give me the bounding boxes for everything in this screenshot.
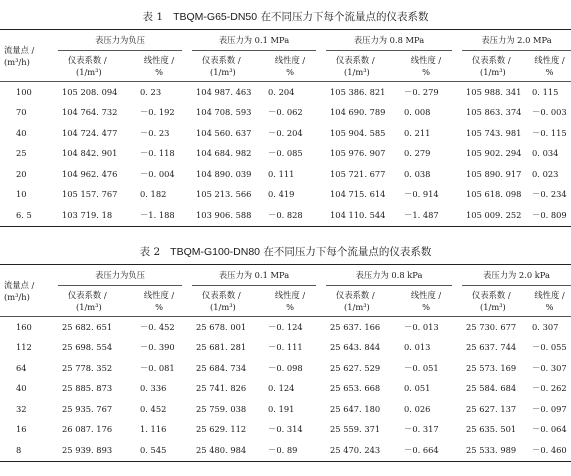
- table2-caption-model: TBQM-G100-DN80: [170, 246, 261, 258]
- spacer: [452, 399, 462, 420]
- coef-cell: 25 759. 038: [196, 403, 247, 414]
- linearity-cell: －0. 234: [532, 189, 567, 200]
- coef-cell: 104 560. 637: [196, 127, 252, 138]
- coef-cell: 104 962. 476: [62, 168, 118, 179]
- linearity-cell: －0. 204: [268, 127, 303, 138]
- table1-caption: [0, 10, 571, 24]
- table-row: [0, 103, 571, 124]
- spacer: [182, 205, 192, 226]
- linearity-cell: 0. 182: [140, 189, 167, 200]
- coef-cell: 105 743. 981: [466, 127, 522, 138]
- table2-lin-header: 线性度 / %: [400, 286, 452, 317]
- table1-coef-header: 仪表系数 / (1/m³): [326, 51, 400, 82]
- spacer: [316, 317, 326, 338]
- coef-cell: 104 715. 614: [330, 189, 386, 200]
- coef-cell: 25 533. 989: [462, 440, 528, 461]
- coef-cell: 104 690. 789: [330, 107, 386, 118]
- coef-cell: 104 987. 463: [196, 86, 252, 97]
- spacer: [316, 379, 326, 400]
- table-row: [0, 358, 571, 379]
- coef-cell: 25 627. 137: [466, 403, 517, 414]
- spacer: [316, 144, 326, 165]
- table-row: [0, 317, 571, 338]
- coef-cell: 25 678. 001: [196, 321, 247, 332]
- table-row: [0, 379, 571, 400]
- coef-cell: 25 559. 371: [330, 424, 381, 435]
- coef-cell: 25 643. 844: [330, 342, 381, 353]
- flow-cell: 70: [16, 107, 27, 118]
- linearity-cell: 0. 023: [532, 168, 559, 179]
- table2-group-header: 表压力为 0.8 kPa: [326, 265, 452, 286]
- table2-group-header: 表压力为 2.0 kPa: [462, 265, 571, 286]
- table-row: [0, 440, 571, 461]
- table1-caption-rest: 在不同压力下每个流量点的仪表系数: [260, 11, 429, 23]
- table2-lin-header: 线性度 / %: [136, 286, 182, 317]
- spacer: [452, 440, 462, 461]
- coef-cell: 104 708. 593: [196, 107, 252, 118]
- flow-cell: 112: [16, 342, 32, 353]
- flow-cell: 40: [16, 127, 27, 138]
- coef-cell: 105 618. 098: [466, 189, 522, 200]
- coef-cell: 105 890. 917: [466, 168, 522, 179]
- coef-cell: 105 863. 374: [466, 107, 522, 118]
- coef-cell: 25 629. 112: [196, 424, 247, 435]
- spacer: [452, 379, 462, 400]
- spacer: [452, 103, 462, 124]
- table-row: [0, 164, 571, 185]
- linearity-cell: －0. 828: [264, 205, 316, 226]
- linearity-cell: －0. 192: [140, 107, 175, 118]
- flow-cell: 32: [16, 403, 27, 414]
- spacer: [452, 420, 462, 441]
- flow-cell: 8: [0, 440, 58, 461]
- table-row: [0, 185, 571, 206]
- coef-cell: 25 573. 169: [466, 362, 517, 373]
- spacer: [182, 185, 192, 206]
- spacer: [452, 82, 462, 103]
- table1-coef-header: 仪表系数 / (1/m³): [462, 51, 528, 82]
- spacer: [452, 338, 462, 359]
- table1-group-header: 表压力为负压: [58, 30, 182, 51]
- linearity-cell: －0. 004: [140, 168, 175, 179]
- linearity-cell: 0. 051: [404, 383, 431, 394]
- coef-cell: 25 885. 873: [62, 383, 113, 394]
- linearity-cell: 0. 211: [404, 127, 431, 138]
- table2-caption-num: 表 2: [139, 246, 161, 258]
- table2-coef-header: 仪表系数 / (1/m³): [462, 286, 528, 317]
- coef-cell: 104 764. 732: [62, 107, 118, 118]
- spacer: [316, 123, 326, 144]
- table1-lin-header: 线性度 / %: [136, 51, 182, 82]
- spacer: [316, 440, 326, 461]
- table1-lin-header: 线性度 / %: [528, 51, 571, 82]
- coef-cell: 25 584. 684: [466, 383, 517, 394]
- spacer: [452, 185, 462, 206]
- table2-lin-header: 线性度 / %: [264, 286, 316, 317]
- coef-cell: 104 890. 039: [196, 168, 252, 179]
- linearity-cell: 1. 116: [140, 424, 167, 435]
- linearity-cell: 0. 008: [404, 107, 431, 118]
- table1-lin-header: 线性度 / %: [264, 51, 316, 82]
- linearity-cell: －0. 097: [532, 403, 567, 414]
- coef-cell: 25 741. 826: [196, 383, 247, 394]
- linearity-cell: 0. 279: [404, 148, 431, 159]
- linearity-cell: －0. 89: [264, 440, 316, 461]
- spacer: [316, 103, 326, 124]
- coef-cell: 25 480. 984: [192, 440, 264, 461]
- spacer: [316, 338, 326, 359]
- linearity-cell: －0. 055: [532, 342, 567, 353]
- linearity-cell: －0. 809: [528, 205, 571, 226]
- spacer: [452, 317, 462, 338]
- linearity-cell: 0. 115: [532, 86, 559, 97]
- coef-cell: 25 730. 677: [466, 321, 517, 332]
- coef-cell: 25 627. 529: [330, 362, 381, 373]
- linearity-cell: 0. 419: [268, 189, 295, 200]
- flow-cell: 25: [16, 148, 27, 159]
- table1-body: [0, 82, 571, 227]
- table1-coef-header: 仪表系数 / (1/m³): [192, 51, 264, 82]
- linearity-cell: 0. 034: [532, 148, 559, 159]
- table2-coef-header: 仪表系数 / (1/m³): [326, 286, 400, 317]
- spacer: [182, 379, 192, 400]
- linearity-cell: －0. 460: [528, 440, 571, 461]
- table1: [0, 29, 571, 227]
- flow-cell: 100: [16, 86, 32, 97]
- spacer: [182, 358, 192, 379]
- table1-coef-header: 仪表系数 / (1/m³): [58, 51, 136, 82]
- coef-cell: 25 682. 651: [62, 321, 113, 332]
- coef-cell: 25 637. 744: [466, 342, 517, 353]
- linearity-cell: －0. 085: [268, 148, 303, 159]
- coef-cell: 105 988. 341: [466, 86, 522, 97]
- coef-cell: 103 719. 18: [58, 205, 136, 226]
- linearity-cell: 0. 23: [140, 86, 162, 97]
- table-row: [0, 144, 571, 165]
- coef-cell: 25 681. 281: [196, 342, 247, 353]
- linearity-cell: 0. 124: [268, 383, 295, 394]
- linearity-cell: －0. 081: [140, 362, 175, 373]
- linearity-cell: 0. 013: [404, 342, 431, 353]
- linearity-cell: 0. 336: [140, 383, 167, 394]
- coef-cell: 105 208. 094: [62, 86, 118, 97]
- linearity-cell: －0. 390: [140, 342, 175, 353]
- table-row: [0, 399, 571, 420]
- table-row: [0, 420, 571, 441]
- coef-cell: 105 386. 821: [330, 86, 386, 97]
- table2-caption: [0, 245, 571, 259]
- table2-coef-header: 仪表系数 / (1/m³): [58, 286, 136, 317]
- table2-group-header: 表压力为负压: [58, 265, 182, 286]
- spacer: [452, 123, 462, 144]
- spacer: [182, 103, 192, 124]
- coef-cell: 103 906. 588: [192, 205, 264, 226]
- table2-body: [0, 317, 571, 462]
- linearity-cell: －0. 317: [404, 424, 439, 435]
- spacer: [316, 399, 326, 420]
- linearity-cell: －0. 307: [532, 362, 567, 373]
- coef-cell: 105 904. 585: [330, 127, 386, 138]
- spacer: [316, 358, 326, 379]
- spacer: [452, 144, 462, 165]
- coef-cell: 25 684. 734: [196, 362, 247, 373]
- table2-coef-header: 仪表系数 / (1/m³): [192, 286, 264, 317]
- spacer: [182, 82, 192, 103]
- linearity-cell: －0. 914: [404, 189, 439, 200]
- linearity-cell: －0. 314: [268, 424, 303, 435]
- linearity-cell: 0. 111: [268, 168, 295, 179]
- coef-cell: 25 653. 668: [330, 383, 381, 394]
- flow-cell: 20: [16, 168, 27, 179]
- table2: [0, 264, 571, 462]
- spacer: [182, 338, 192, 359]
- table-row: [0, 82, 571, 103]
- flow-cell: 64: [16, 362, 27, 373]
- spacer: [182, 164, 192, 185]
- spacer: [182, 440, 192, 461]
- linearity-cell: －0. 664: [400, 440, 452, 461]
- spacer: [316, 420, 326, 441]
- linearity-cell: 0. 204: [268, 86, 295, 97]
- linearity-cell: －0. 124: [268, 321, 303, 332]
- coef-cell: 25 637. 166: [330, 321, 381, 332]
- spacer: [182, 399, 192, 420]
- coef-cell: 25 635. 501: [466, 424, 517, 435]
- table2-flow-header: 流量点 / (m³/h): [0, 265, 58, 317]
- coef-cell: 104 684. 982: [196, 148, 252, 159]
- linearity-cell: 0. 038: [404, 168, 431, 179]
- linearity-cell: －0. 262: [532, 383, 567, 394]
- linearity-cell: －0. 013: [404, 321, 439, 332]
- spacer: [316, 164, 326, 185]
- spacer: [182, 420, 192, 441]
- coef-cell: 105 902. 294: [466, 148, 522, 159]
- linearity-cell: －0. 111: [268, 342, 303, 353]
- coef-cell: 104 110. 544: [326, 205, 400, 226]
- flow-cell: 6. 5: [0, 205, 58, 226]
- linearity-cell: －0. 051: [404, 362, 439, 373]
- linearity-cell: －0. 23: [140, 127, 170, 138]
- spacer: [182, 317, 192, 338]
- table1-lin-header: 线性度 / %: [400, 51, 452, 82]
- coef-cell: 25 939. 893: [58, 440, 136, 461]
- spacer: [452, 358, 462, 379]
- coef-cell: 105 009. 252: [462, 205, 528, 226]
- spacer: [182, 123, 192, 144]
- coef-cell: 25 470. 243: [326, 440, 400, 461]
- coef-cell: 25 935. 767: [62, 403, 113, 414]
- table1-group-header: 表压力为 0.8 MPa: [326, 30, 452, 51]
- coef-cell: 105 721. 677: [330, 168, 386, 179]
- coef-cell: 25 778. 352: [62, 362, 113, 373]
- coef-cell: 25 698. 554: [62, 342, 113, 353]
- spacer: [182, 144, 192, 165]
- coef-cell: 26 087. 176: [62, 424, 113, 435]
- spacer: [452, 205, 462, 226]
- coef-cell: 105 976. 907: [330, 148, 386, 159]
- linearity-cell: －0. 003: [532, 107, 567, 118]
- table1-flow-header: 流量点 / (m³/h): [0, 30, 58, 82]
- table1-group-header: 表压力为 2.0 MPa: [462, 30, 571, 51]
- table1-caption-num: 表 1: [142, 11, 164, 23]
- spacer: [452, 164, 462, 185]
- table-row: [0, 205, 571, 226]
- table1-group-header: 表压力为 0.1 MPa: [192, 30, 316, 51]
- linearity-cell: －0. 098: [268, 362, 303, 373]
- linearity-cell: －0. 452: [140, 321, 175, 332]
- linearity-cell: 0. 307: [532, 321, 559, 332]
- spacer: [316, 82, 326, 103]
- linearity-cell: －0. 118: [140, 148, 175, 159]
- linearity-cell: －0. 279: [404, 86, 439, 97]
- linearity-cell: －1. 188: [136, 205, 182, 226]
- spacer: [316, 205, 326, 226]
- coef-cell: 25 647. 180: [330, 403, 381, 414]
- linearity-cell: －0. 064: [532, 424, 567, 435]
- coef-cell: 104 724. 477: [62, 127, 118, 138]
- coef-cell: 104 842. 901: [62, 148, 118, 159]
- linearity-cell: －1. 487: [400, 205, 452, 226]
- table-row: [0, 123, 571, 144]
- table2-group-header: 表压力为 0.1 MPa: [192, 265, 316, 286]
- flow-cell: 10: [16, 189, 27, 200]
- linearity-cell: －0. 115: [532, 127, 567, 138]
- table1-caption-model: TBQM-G65-DN50: [173, 11, 258, 23]
- linearity-cell: －0. 062: [268, 107, 303, 118]
- flow-cell: 16: [16, 424, 27, 435]
- coef-cell: 105 213. 566: [196, 189, 252, 200]
- flow-cell: 40: [16, 383, 27, 394]
- linearity-cell: 0. 545: [136, 440, 182, 461]
- table-row: [0, 338, 571, 359]
- linearity-cell: 0. 191: [268, 403, 295, 414]
- linearity-cell: 0. 452: [140, 403, 167, 414]
- linearity-cell: 0. 026: [404, 403, 431, 414]
- spacer: [316, 185, 326, 206]
- coef-cell: 105 157. 767: [62, 189, 118, 200]
- flow-cell: 160: [16, 321, 32, 332]
- table2-caption-rest: 在不同压力下每个流量点的仪表系数: [263, 246, 432, 258]
- table2-lin-header: 线性度 / %: [528, 286, 571, 317]
